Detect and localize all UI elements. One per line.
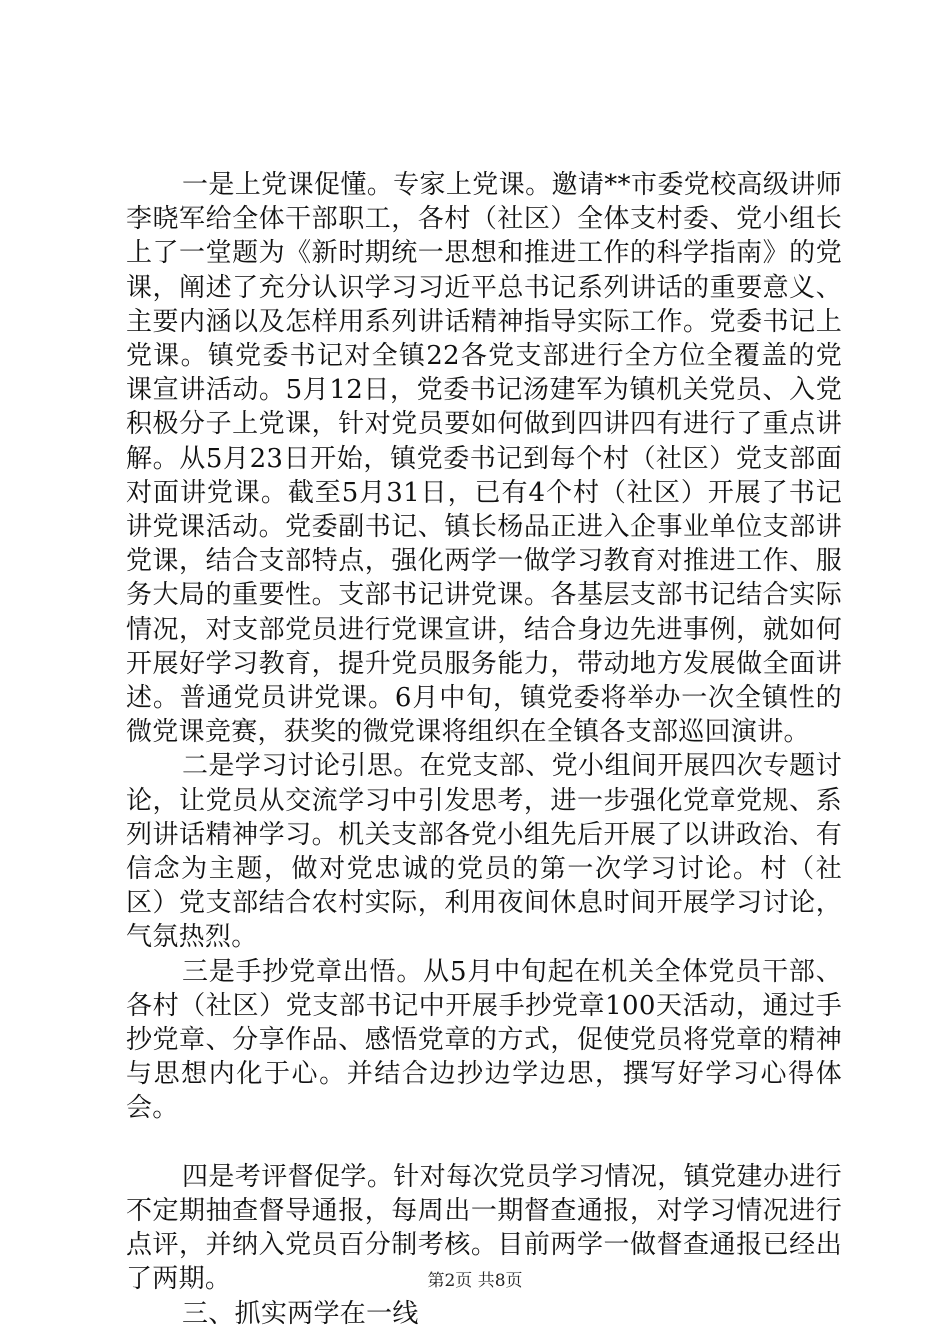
page-number-footer: 第2页 共8页: [427, 1271, 523, 1291]
paragraph-evaluation: 四是考评督促学。针对每次党员学习情况，镇党建办进行不定期抽查督导通报，每周出一期督查通报，对学习情况进行点评，并纳入党员百分制考核。目前两学一做督查通报已经出了两期。: [126, 1161, 842, 1295]
paragraph-study-discussion: 二是学习讨论引思。在党支部、党小组间开展四次专题讨论，让党员从交流学习中引发思考，进一步强化党章党规、系列讲话精神学习。机关支部各党小组先后开展了以讲政治、有信念为主题，做对党忠诚的党员的第一次学习讨论。村（社区）党支部结合农村实际，利用夜间休息时间开展学习讨论，气氛热烈。: [126, 751, 842, 953]
paragraph-copy-charter: 三是手抄党章出悟。从5月中旬起在机关全体党员干部、各村（社区）党支部书记中开展手抄党章100天活动，通过手抄党章、分享作品、感悟党章的方式，促使党员将党章的精神与思想内化于心。并结合边抄边学边思，撰写好学习心得体会。: [126, 956, 842, 1124]
document-body: [126, 168, 842, 1331]
paragraph-party-lecture: 一是上党课促懂。专家上党课。邀请**市委党校高级讲师李晓军给全体干部职工，各村（社区）全体支村委、党小组长上了一堂题为《新时期统一思想和推进工作的科学指南》的党课，阐述了充分认识学习习近平总书记系列讲话的重要意义、主要内涵以及怎样用系列讲话精神指导实际工作。党委书记上党课。镇党委书记对全镇22各党支部进行全方位全覆盖的党课宣讲活动。5月12日，党委书记汤建军为镇机关党员、入党积极分子上党课，针对党员要如何做到四讲四有进行了重点讲解。从5月23日开始，镇党委书记到每个村（社区）党支部面对面讲党课。截至5月31日，已有4个村（社区）开展了书记讲党课活动。党委副书记、镇长杨品正进入企事业单位支部讲党课，结合支部特点，强化两学一做学习教育对推进工作、服务大局的重要性。支部书记讲党课。各基层支部书记结合实际情况，对支部党员进行党课宣讲，结合身边先进事例，就如何开展好学习教育，提升党员服务能力，带动地方发展做全面讲述。普通党员讲党课。6月中旬，镇党委将举办一次全镇性的微党课竞赛，获奖的微党课将组织在全镇各支部巡回演讲。: [126, 170, 842, 748]
section-heading: 三、抓实两学在一线: [182, 1298, 419, 1329]
